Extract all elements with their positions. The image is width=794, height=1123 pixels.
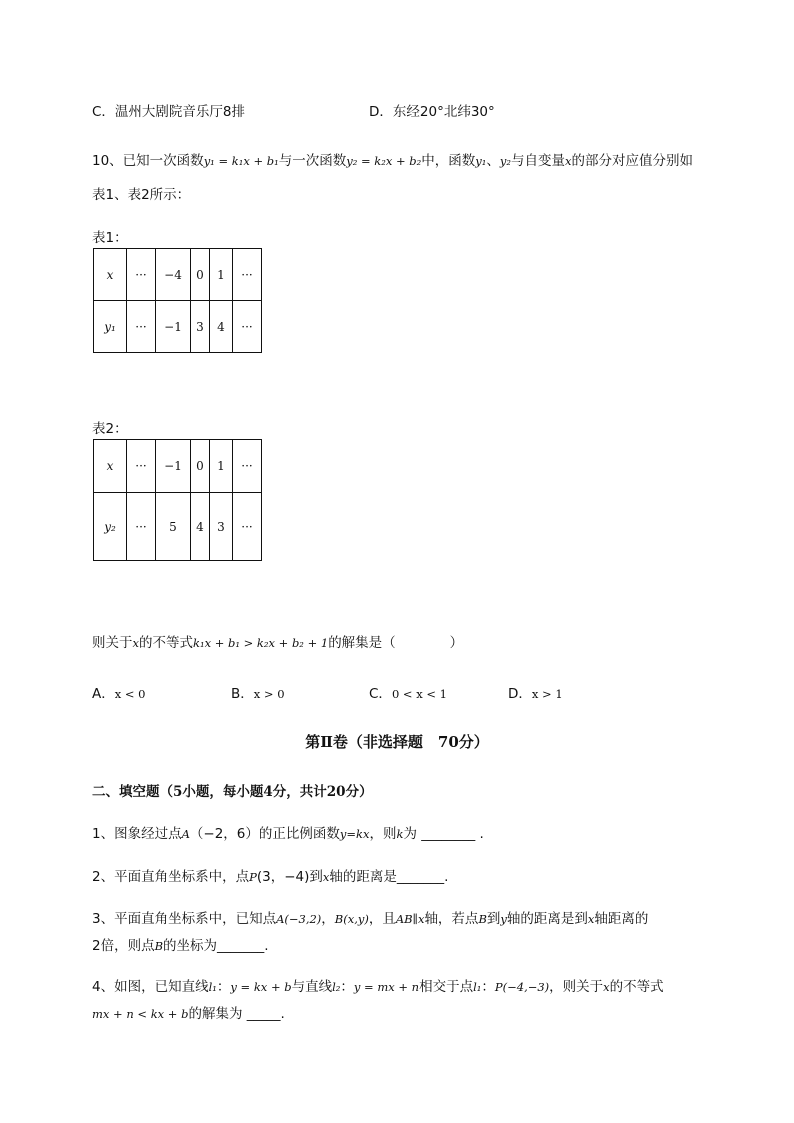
q10-intro-d: 与自变量 bbox=[511, 153, 565, 169]
fill-q3-y: y bbox=[500, 912, 507, 926]
q10-stem-line2: 表1、表2所示： bbox=[92, 187, 191, 203]
table-row bbox=[94, 440, 262, 493]
fill-q3-e: 到 bbox=[486, 911, 501, 927]
table-cell: 1 bbox=[210, 249, 233, 301]
q10-y1-equation: y₁ = k₁x + b₁ bbox=[203, 154, 279, 168]
fill-q3-d: 轴，若点 bbox=[424, 911, 479, 927]
fill-q3-line2 bbox=[92, 934, 269, 954]
option-label: C． bbox=[369, 686, 392, 702]
fill-q4-eq1: y = kx + b bbox=[230, 980, 292, 994]
q10-intro-b: 与一次函数 bbox=[278, 153, 347, 169]
table-cell: ··· bbox=[127, 440, 156, 493]
option-expr: x < 0 bbox=[114, 687, 146, 701]
fill-q3-line1 bbox=[92, 907, 648, 927]
fill-q1-k: k bbox=[396, 827, 404, 841]
fill-q1-point: A bbox=[181, 827, 190, 841]
fill-q3-ab: AB∥ bbox=[395, 912, 418, 926]
table-cell: ··· bbox=[127, 249, 156, 301]
q10-stem-line1 bbox=[92, 149, 693, 169]
q10-sep: 、 bbox=[486, 153, 500, 169]
q10-question-b: 的不等式 bbox=[139, 635, 193, 651]
fill-q1-a: 1、图象经过点 bbox=[92, 826, 182, 842]
q10-inequality: k₁x + b₁ > k₂x + b₂ + 1 bbox=[193, 636, 329, 650]
fill-q4-eq2: y = mx + n bbox=[353, 980, 420, 994]
q10-intro-e: 的部分对应值分别如 bbox=[571, 153, 693, 169]
table-row bbox=[94, 301, 262, 353]
option-label: B． bbox=[231, 686, 254, 702]
q10-question-var: x bbox=[132, 636, 139, 650]
table-cell: 4 bbox=[191, 493, 210, 561]
q9-option-c: C．温州大剧院音乐厅8排 bbox=[92, 104, 246, 120]
q9-option-d: D．东经20°北纬30° bbox=[369, 104, 495, 120]
table-cell: 3 bbox=[210, 493, 233, 561]
q10-option-c bbox=[369, 682, 447, 702]
table-cell: 0 bbox=[191, 440, 210, 493]
q10-fn-y2: y₂ bbox=[499, 154, 511, 168]
fill-q3-f: 轴的距离是到 bbox=[506, 911, 588, 927]
fill-q4-point: P(−4,−3) bbox=[494, 980, 550, 994]
fill-q4-l1b: l₁ bbox=[473, 980, 482, 994]
q10-y2-equation: y₂ = k₂x + b₂ bbox=[346, 154, 422, 168]
q10-fn-y1: y₁ bbox=[475, 154, 487, 168]
table-cell: ··· bbox=[127, 493, 156, 561]
q10-intro-a: 10、已知一次函数 bbox=[92, 153, 204, 169]
option-expr: 0 < x < 1 bbox=[391, 687, 447, 701]
table1-caption: 表1： bbox=[92, 230, 128, 246]
fill-q1-fn: y=kx bbox=[339, 827, 370, 841]
fill-q3-g: 轴距离的 bbox=[594, 911, 649, 927]
fill-q4-b: ： bbox=[216, 979, 231, 995]
table-cell: y₁ bbox=[94, 301, 127, 353]
table-cell: ··· bbox=[233, 301, 262, 353]
fill-q4-g: ，则关于 bbox=[549, 979, 604, 995]
q10-var-x: x bbox=[565, 154, 572, 168]
table-cell: x bbox=[94, 249, 127, 301]
fill-q3-x1: x bbox=[417, 912, 425, 926]
option-expr: x > 0 bbox=[253, 687, 285, 701]
fill-q3-b2: B bbox=[154, 939, 164, 953]
fill-q3-b1: B bbox=[478, 912, 487, 926]
table-cell: ··· bbox=[233, 440, 262, 493]
table-cell: ··· bbox=[127, 301, 156, 353]
value-table-1 bbox=[93, 248, 262, 353]
q10-option-a bbox=[92, 682, 146, 702]
table-cell: ··· bbox=[233, 249, 262, 301]
table-cell: 4 bbox=[210, 301, 233, 353]
fill-q2-b: (3，−4)到 bbox=[256, 869, 323, 885]
table-row bbox=[94, 249, 262, 301]
fill-q2-a: 2、平面直角坐标系中，点 bbox=[92, 869, 250, 885]
fill-q1-b: （−2，6）的正比例函数 bbox=[189, 826, 340, 842]
q10-question bbox=[92, 631, 463, 651]
fill-section-heading: 二、填空题（5小题，每小题4分，共计20分） bbox=[92, 784, 373, 800]
fill-q2-x: x bbox=[322, 870, 330, 884]
fill-q4-d: ： bbox=[340, 979, 354, 995]
fill-q4-i: 的解集为 _____. bbox=[188, 1006, 285, 1022]
fill-q4-a: 4、如图，已知直线 bbox=[92, 979, 209, 995]
fill-q4-line1 bbox=[92, 975, 664, 995]
fill-q3-c: ，且 bbox=[368, 911, 396, 927]
fill-q3-line2a: 2倍，则点 bbox=[92, 938, 155, 954]
table2-caption: 表2： bbox=[92, 421, 128, 437]
option-label: D． bbox=[508, 686, 532, 702]
fill-q4-h: 的不等式 bbox=[609, 979, 664, 995]
fill-q1-d: 为 ________ . bbox=[403, 826, 484, 842]
table-cell: ··· bbox=[233, 493, 262, 561]
fill-q3-point-b: B(x,y) bbox=[334, 912, 369, 926]
table-cell: 5 bbox=[156, 493, 191, 561]
fill-q3-point-a: A(−3,2) bbox=[276, 912, 322, 926]
table-cell: 1 bbox=[210, 440, 233, 493]
fill-q2 bbox=[92, 865, 448, 885]
fill-q3-a: 3、平面直角坐标系中，已知点 bbox=[92, 911, 277, 927]
fill-q1-c: ，则 bbox=[369, 826, 397, 842]
table-cell: −4 bbox=[156, 249, 191, 301]
fill-q4-e: 相交于点 bbox=[419, 979, 474, 995]
fill-q4-c: 与直线 bbox=[291, 979, 333, 995]
fill-q2-point: P bbox=[249, 870, 257, 884]
q10-option-d bbox=[508, 682, 563, 702]
option-expr: x > 1 bbox=[531, 687, 563, 701]
fill-q4-x: x bbox=[603, 980, 610, 994]
fill-q3-b: ， bbox=[321, 911, 335, 927]
fill-q4-inequality: mx + n < kx + b bbox=[92, 1007, 189, 1021]
fill-q4-line2 bbox=[92, 1002, 285, 1022]
fill-q1 bbox=[92, 822, 484, 842]
table-cell: −1 bbox=[156, 301, 191, 353]
table-cell: y₂ bbox=[94, 493, 127, 561]
fill-q3-line2b: 的坐标为_______. bbox=[163, 938, 269, 954]
value-table-2 bbox=[93, 439, 262, 561]
table-cell: 3 bbox=[191, 301, 210, 353]
table-cell: −1 bbox=[156, 440, 191, 493]
fill-q4-l2: l₂ bbox=[332, 980, 341, 994]
q10-question-a: 则关于 bbox=[92, 635, 133, 651]
part2-title: 第Ⅱ卷（非选择题 70分） bbox=[305, 733, 489, 751]
table-cell: 0 bbox=[191, 249, 210, 301]
fill-q4-l1: l₁ bbox=[208, 980, 217, 994]
table-cell: x bbox=[94, 440, 127, 493]
fill-q2-c: 轴的距离是_______. bbox=[329, 869, 449, 885]
fill-q4-f: ： bbox=[481, 979, 495, 995]
q10-intro-c: 中，函数 bbox=[421, 153, 476, 169]
q10-option-b bbox=[231, 682, 285, 702]
table-row bbox=[94, 493, 262, 561]
fill-q3-x2: x bbox=[587, 912, 595, 926]
q10-question-c: 的解集是（ ） bbox=[328, 635, 464, 651]
option-label: A． bbox=[92, 686, 115, 702]
